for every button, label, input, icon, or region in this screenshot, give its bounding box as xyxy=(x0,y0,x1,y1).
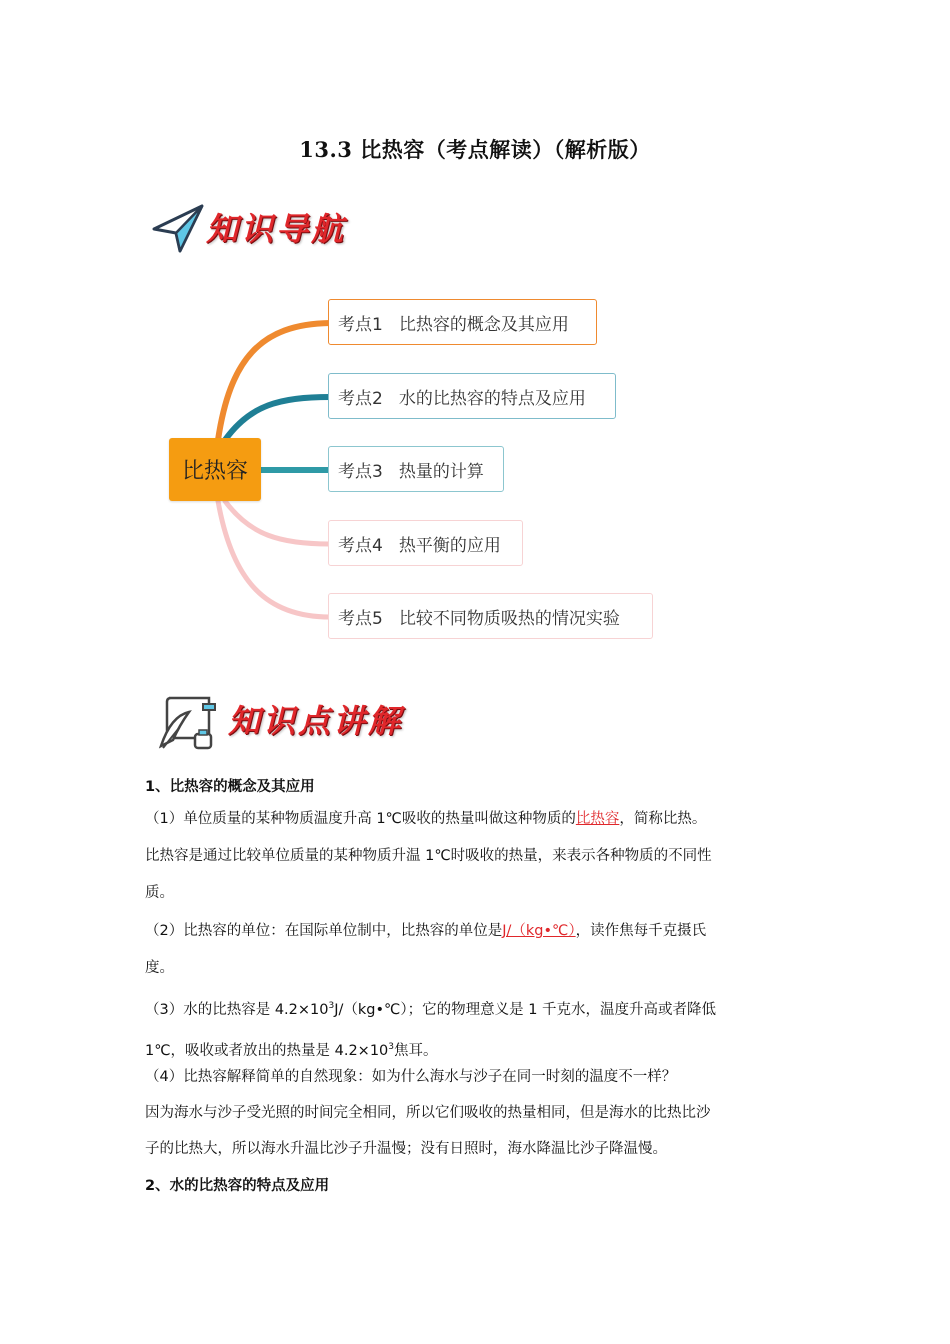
section-heading: 2、水的比热容的特点及应用 xyxy=(145,1178,330,1194)
term-unit: J/（kg•℃） xyxy=(502,923,576,939)
superscript: 3 xyxy=(388,1041,395,1052)
mindmap-node-1 xyxy=(328,299,597,345)
text-line: 质。 xyxy=(145,885,174,901)
mindmap-node-2 xyxy=(328,373,616,419)
text-line: 比热容是通过比较单位质量的某种物质升温 1℃时吸收的热量，来表示各种物质的不同性 xyxy=(145,848,712,864)
superscript: 3 xyxy=(328,1001,335,1011)
node-number: 考点2 xyxy=(338,388,383,409)
paragraph-1 xyxy=(145,801,810,912)
text-span: ，读作焦每千克摄氏 xyxy=(575,923,707,939)
knowledge-explain-banner: 知识点讲解 xyxy=(228,702,404,740)
mindmap-node-3 xyxy=(328,446,504,492)
node-label: 比较不同物质吸热的情况实验 xyxy=(398,608,620,629)
text-span: ，简称比热。 xyxy=(619,811,707,827)
node-label: 热量的计算 xyxy=(398,461,484,482)
node-number: 考点1 xyxy=(338,314,383,335)
text-span: 1℃，吸收或者放出的热量是 4.2×10 xyxy=(145,1042,389,1059)
paragraph-2 xyxy=(145,913,810,987)
node-number: 考点5 xyxy=(338,608,383,629)
scroll-quill-icon xyxy=(157,694,219,752)
paragraph-4 xyxy=(145,1059,810,1167)
text-span: 焦耳。 xyxy=(394,1042,438,1059)
node-number: 考点3 xyxy=(338,461,383,482)
mindmap-node-5 xyxy=(328,593,653,639)
text-line xyxy=(145,801,810,838)
mindmap-root: 比热容 xyxy=(169,438,261,501)
text-span: （3）水的比热容是 4.2×10 xyxy=(145,1001,329,1018)
node-number: 考点4 xyxy=(338,535,383,556)
mindmap-node-4 xyxy=(328,520,523,566)
text-line: 子的比热大，所以海水升温比沙子升温慢；没有日照时，海水降温比沙子降温慢。 xyxy=(145,1141,667,1157)
text-line xyxy=(145,988,810,1029)
text-line: 度。 xyxy=(145,960,174,976)
term-specific-heat: 比热容 xyxy=(575,811,620,827)
node-label: 比热容的概念及其应用 xyxy=(398,314,569,335)
text-span: J/（kg•℃）；它的物理意义是 1 千克水，温度升高或者降低 xyxy=(334,1001,717,1018)
text-span: （2）比热容的单位：在国际单位制中，比热容的单位是 xyxy=(145,923,503,939)
node-label: 水的比热容的特点及应用 xyxy=(398,388,586,409)
section-heading: 1、比热容的概念及其应用 xyxy=(145,779,315,795)
page-title: 13.3 比热容（考点解读）（解析版） xyxy=(299,137,651,162)
text-line xyxy=(145,913,810,950)
text-line: （4）比热容解释简单的自然现象：如为什么海水与沙子在同一时刻的温度不一样？ xyxy=(145,1069,677,1085)
knowledge-nav-banner: 知识导航 xyxy=(206,210,347,248)
text-line: 因为海水与沙子受光照的时间完全相同，所以它们吸收的热量相同，但是海水的比热比沙 xyxy=(145,1105,711,1121)
text-span: （1）单位质量的某种物质温度升高 1℃吸收的热量叫做这种物质的 xyxy=(145,811,576,827)
paragraph-3 xyxy=(145,988,810,1070)
node-label: 热平衡的应用 xyxy=(398,535,501,556)
